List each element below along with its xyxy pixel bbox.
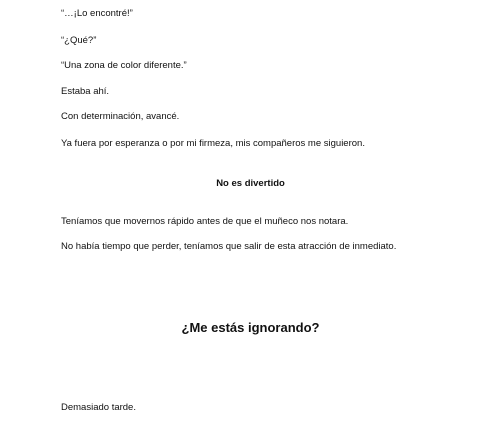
paragraph-line: “¿Qué?” [61, 35, 97, 46]
paragraph-line: Ya fuera por esperanza o por mi firmeza, mis compañeros me siguieron. [61, 138, 365, 149]
paragraph-line: “Una zona de color diferente.” [61, 60, 187, 71]
large-heading: ¿Me estás ignorando? [181, 320, 320, 335]
paragraph-line: No había tiempo que perder, teníamos que salir de esta atracción de inmediato. [61, 241, 397, 252]
paragraph-line: “…¡Lo encontré!” [61, 8, 133, 19]
section-heading: No es divertido [216, 178, 285, 189]
paragraph-line: Demasiado tarde. [61, 402, 136, 413]
paragraph-line: Con determinación, avancé. [61, 111, 180, 122]
paragraph-line: Estaba ahí. [61, 86, 110, 97]
paragraph-line: Teníamos que movernos rápido antes de que el muñeco nos notara. [61, 216, 349, 227]
